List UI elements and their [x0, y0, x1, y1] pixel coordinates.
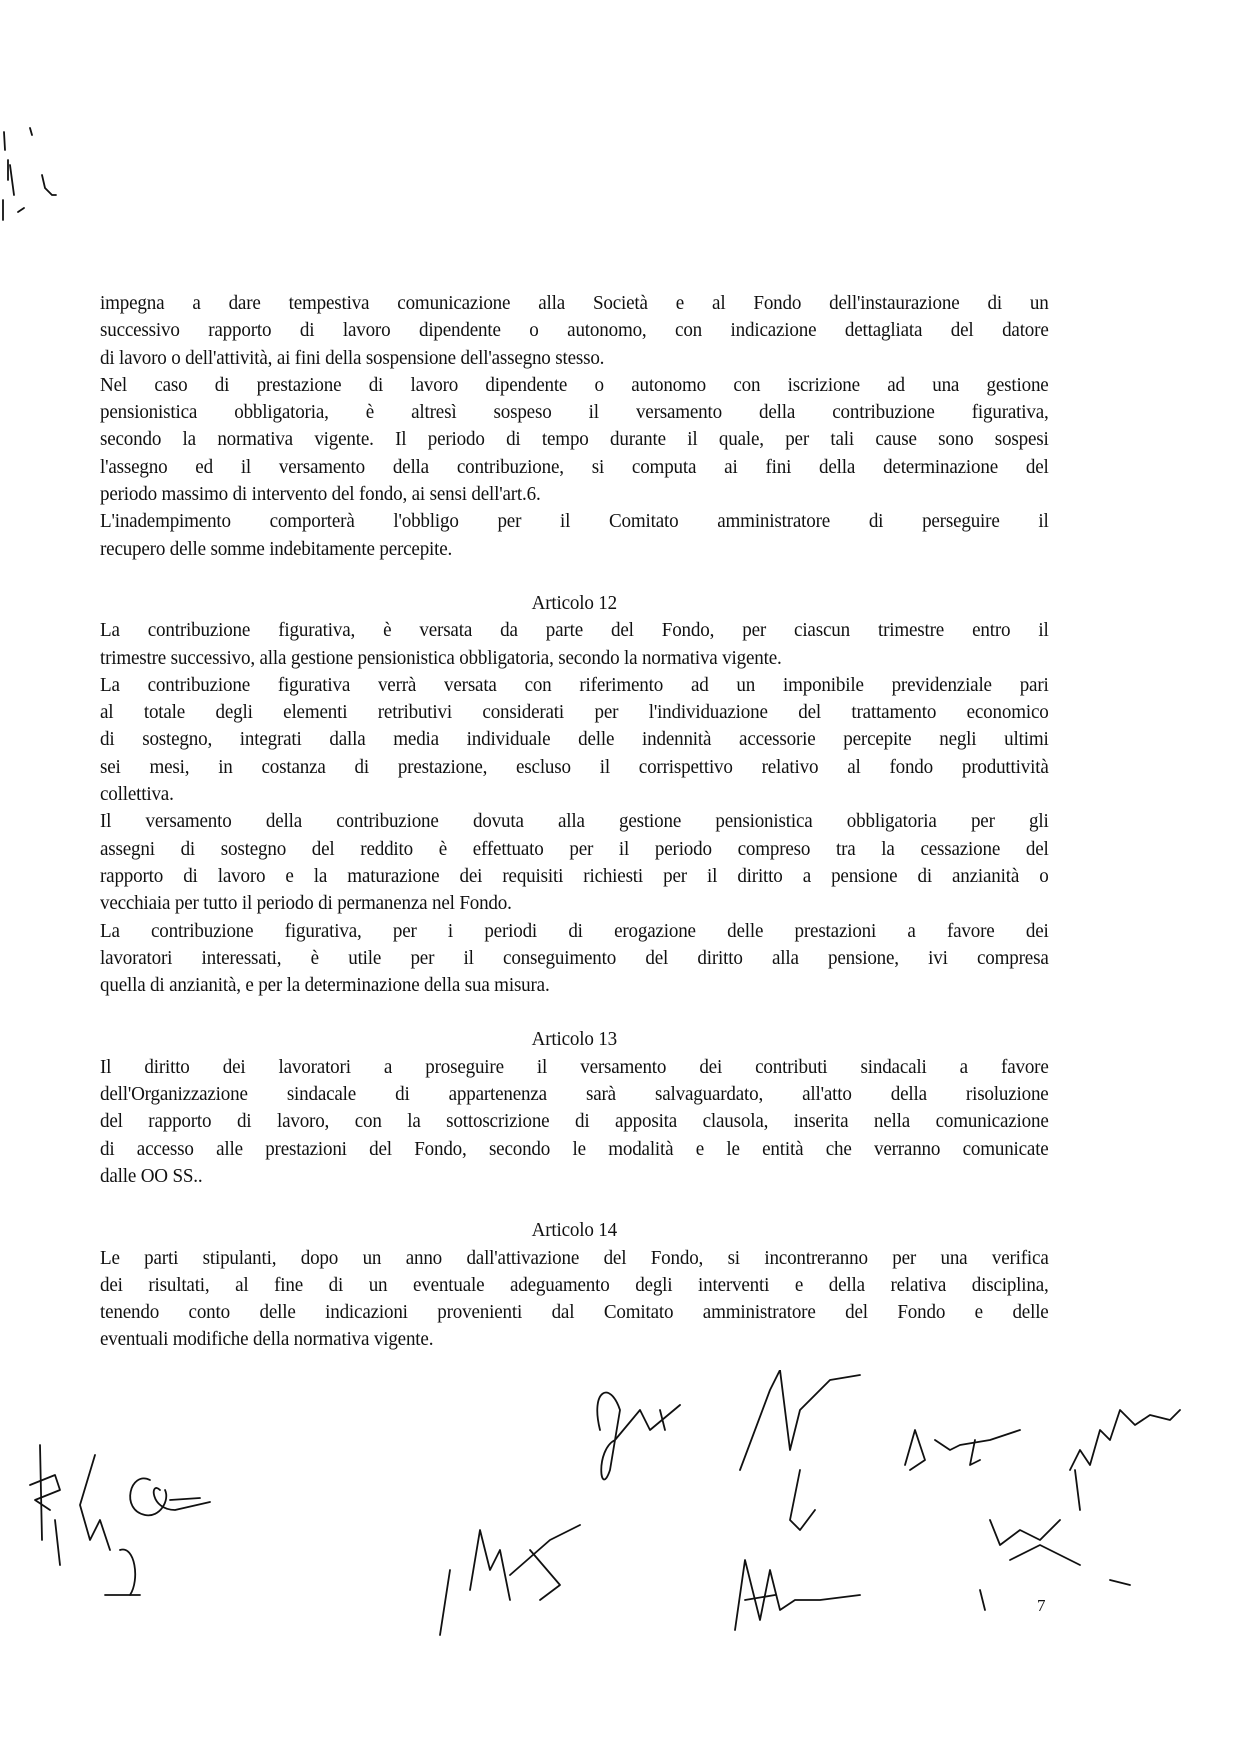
- paragraph-continuation: [100, 290, 1049, 372]
- article-heading: Articolo 13: [531, 1028, 617, 1051]
- text-line: pensionistica obbligatoria, è altresì sospeso il versamento della contribuzione figurativa,: [100, 401, 1049, 424]
- text-line: impegna a dare tempestiva comunicazione alla Società e al Fondo dell'instaurazione di un: [100, 292, 1049, 314]
- text-line: tenendo conto delle indicazioni provenienti dal Comitato amministratore del Fondo e delle: [100, 1301, 1049, 1324]
- text-line: Le parti stipulanti, dopo un anno dall'attivazione del Fondo, si incontreranno per una verifica: [100, 1246, 1049, 1269]
- text-line: assegni di sostegno del reddito è effettuato per il periodo compreso tra la cessazione del: [100, 837, 1049, 860]
- signatures-block: [0, 1370, 1248, 1650]
- page-number: 7: [1037, 1596, 1046, 1615]
- text-line: di lavoro o dell'attività, ai fini della sospensione dell'assegno stesso.: [100, 346, 605, 369]
- text-line: del rapporto di lavoro, con la sottoscrizione di apposita clausola, inserita nella comunicazione: [100, 1110, 1049, 1133]
- scan-artifact-marks: [0, 120, 100, 230]
- paragraph-suspension: [100, 372, 1049, 508]
- text-line: Il diritto dei lavoratori a proseguire il versamento dei contributi sindacali a favore: [100, 1055, 1049, 1078]
- text-line: sei mesi, in costanza di prestazione, escluso il corrispettivo relativo al fondo produttività: [100, 755, 1049, 778]
- article-paragraph: [100, 1054, 1049, 1190]
- text-line: trimestre successivo, alla gestione pensionistica obbligatoria, secondo la normativa vigente.: [100, 646, 782, 669]
- text-line: Il versamento della contribuzione dovuta alla gestione pensionistica obbligatoria per gli: [100, 810, 1049, 833]
- text-line: collettiva.: [100, 783, 174, 806]
- article-heading: Articolo 12: [531, 591, 617, 614]
- signature-3: [105, 1550, 140, 1595]
- document-body: [100, 290, 1049, 1354]
- text-line: dalle OO SS..: [100, 1164, 203, 1187]
- text-line: La contribuzione figurativa verrà versata con riferimento ad un imponibile previdenziale pari: [100, 673, 1049, 696]
- signature-4: [440, 1525, 580, 1635]
- signature-8: [905, 1430, 1020, 1470]
- paragraph-non-compliance: [100, 508, 1049, 563]
- text-line: dei risultati, al fine di un eventuale adeguamento degli interventi e della relativa disciplina,: [100, 1273, 1049, 1296]
- text-line: Nel caso di prestazione di lavoro dipendente o autonomo con iscrizione ad una gestione: [100, 373, 1049, 396]
- text-line: l'assegno ed il versamento della contribuzione, si computa ai fini della determinazione del: [100, 455, 1049, 478]
- text-line: recupero delle somme indebitamente percepite.: [100, 537, 453, 560]
- article-paragraph: [100, 617, 1049, 672]
- text-line: lavoratori interessati, è utile per il conseguimento del diritto alla pensione, ivi compresa: [100, 946, 1049, 969]
- article-paragraph: [100, 918, 1049, 1000]
- text-line: eventuali modifiche della normativa vigente.: [100, 1328, 434, 1351]
- signature-7: [735, 1560, 860, 1630]
- text-line: secondo la normativa vigente. Il periodo di tempo durante il quale, per tali cause sono sospesi: [100, 428, 1049, 451]
- text-line: vecchiaia per tutto il periodo di permanenza nel Fondo.: [100, 892, 512, 915]
- text-line: La contribuzione figurativa, è versata da parte del Fondo, per ciascun trimestre entro il: [100, 619, 1049, 642]
- signature-1: [30, 1445, 110, 1565]
- article-heading: Articolo 14: [531, 1219, 617, 1242]
- signature-5: [597, 1393, 680, 1480]
- article-paragraph: [100, 808, 1049, 917]
- text-line: rapporto di lavoro e la maturazione dei requisiti richiesti per il diritto a pensione di anzianità o: [100, 864, 1049, 887]
- text-line: di accesso alle prestazioni del Fondo, secondo le modalità e le entità che verranno comunicate: [100, 1137, 1049, 1160]
- signature-9: [980, 1410, 1180, 1610]
- signature-2: [130, 1478, 210, 1515]
- article-paragraph: [100, 672, 1049, 808]
- text-line: dell'Organizzazione sindacale di appartenenza sarà salvaguardato, all'atto della risoluzione: [100, 1083, 1049, 1106]
- text-line: al totale degli elementi retributivi considerati per l'individuazione del trattamento economico: [100, 701, 1049, 724]
- text-line: di sostegno, integrati dalla media individuale delle indennità accessorie percepite negli ultimi: [100, 728, 1049, 751]
- text-line: quella di anzianità, e per la determinazione della sua misura.: [100, 974, 550, 997]
- text-line: periodo massimo di intervento del fondo, ai sensi dell'art.6.: [100, 483, 541, 506]
- text-line: La contribuzione figurativa, per i periodi di erogazione delle prestazioni a favore dei: [100, 919, 1049, 942]
- signature-6: [740, 1370, 860, 1530]
- text-line: L'inadempimento comporterà l'obbligo per il Comitato amministratore di perseguire il: [100, 510, 1049, 533]
- article-paragraph: [100, 1245, 1049, 1354]
- text-line: successivo rapporto di lavoro dipendente o autonomo, con indicazione dettagliata del datore: [100, 319, 1049, 342]
